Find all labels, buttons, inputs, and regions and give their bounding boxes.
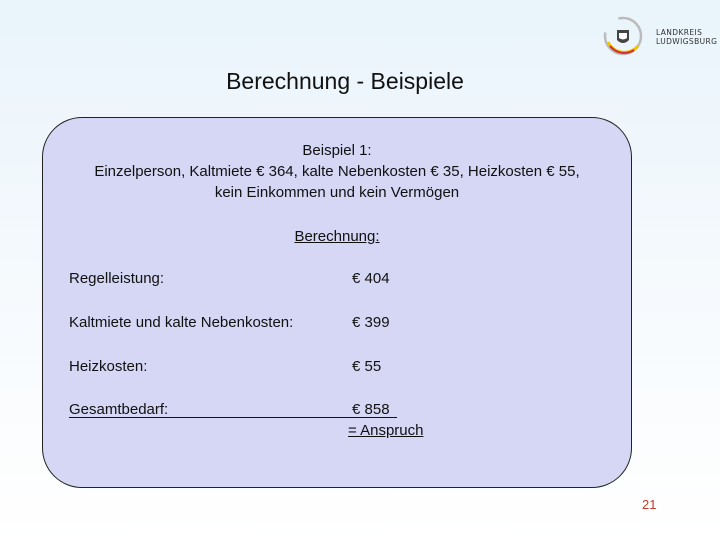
row-value-regelleistung: € 404	[352, 270, 390, 287]
row-label-regelleistung: Regelleistung:	[69, 270, 165, 287]
example-panel	[42, 117, 632, 488]
page-title: Berechnung - Beispiele	[226, 68, 464, 94]
calculation-heading: Berechnung:	[294, 228, 380, 245]
example-heading: Beispiel 1:	[302, 142, 372, 159]
row-value-gesamtbedarf: € 858	[352, 401, 390, 418]
landkreis-logo	[600, 12, 718, 58]
example-line-2: kein Einkommen und kein Vermögen	[214, 184, 460, 201]
logo-text: LANDKREIS LUDWIGSBURG	[656, 28, 718, 46]
row-label-gesamtbedarf: Gesamtbedarf:	[69, 401, 169, 418]
district-emblem-icon	[600, 12, 652, 58]
result-anspruch: = Anspruch	[348, 422, 424, 439]
row-label-heizkosten: Heizkosten:	[69, 358, 148, 375]
page-number: 21	[642, 497, 657, 512]
row-value-kaltmiete: € 399	[352, 314, 390, 331]
row-value-heizkosten: € 55	[352, 358, 382, 375]
example-line-1: Einzelperson, Kaltmiete € 364, kalte Nebenkosten € 35, Heizkosten € 55,	[94, 163, 580, 180]
total-underline	[69, 417, 397, 418]
row-label-kaltmiete: Kaltmiete und kalte Nebenkosten:	[69, 314, 294, 331]
example-description	[43, 140, 631, 203]
